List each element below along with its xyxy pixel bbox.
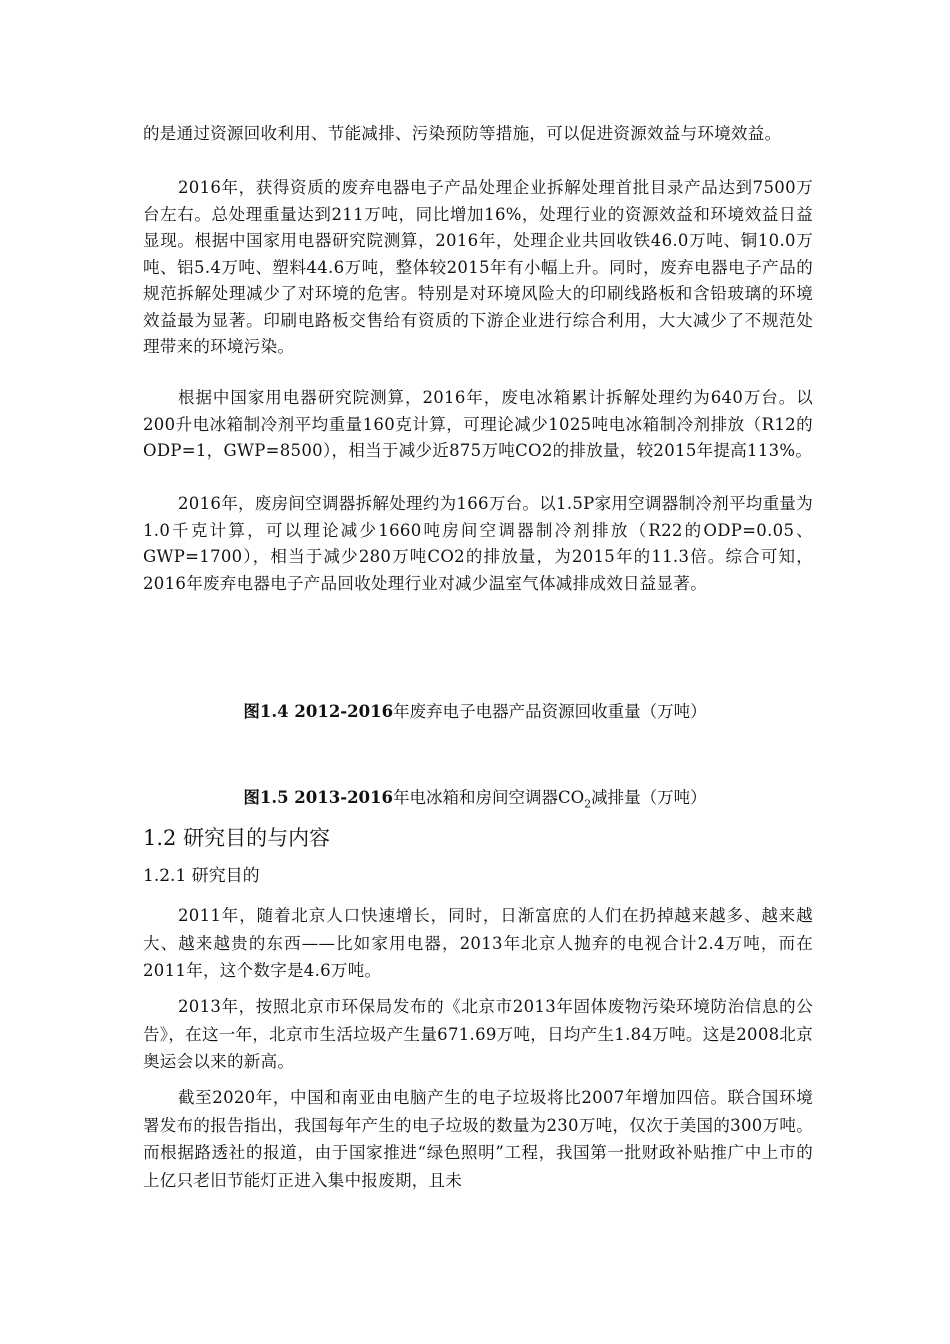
- subsection-heading: 1.2.1 研究目的: [143, 866, 260, 886]
- figure-caption-text: 减排量（万吨）: [591, 788, 707, 807]
- subscript: 2: [584, 797, 592, 811]
- figure-caption-1-4: [0, 700, 950, 724]
- paragraph: 的是通过资源回收利用、节能减排、污染预防等措施，可以促进资源效益与环境效益。: [143, 124, 782, 143]
- figure-caption-1-5: [0, 786, 950, 816]
- paragraph: 2016年，获得资质的废弃电器电子产品处理企业拆解处理首批目录产品达到7500万台左右。总处理重量达到211万吨，同比增加16%，处理行业的资源效益和环境效益日益显现。根据中国家用电器研究院测算，2016年，处理企业共回收铁46.0万吨、铜10.0万吨、铝5.4万吨、塑料44.6万吨，整体较2015年有小幅上升。同时，废弃电器电子产品的规范拆解处理减少了对环境的危害。特别是对环境风险大的印刷线路板和含铅玻璃的环境效益最为显著。印刷电路板交售给有资质的下游企业进行综合利用，大大减少了不规范处理带来的环境污染。: [143, 178, 813, 356]
- paragraph: 截至2020年，中国和南亚由电脑产生的电子垃圾将比2007年增加四倍。联合国环境署发布的报告指出，我国每年产生的电子垃圾的数量为230万吨，仅次于美国的300万吨。而根据路透社的报道，由于国家推进“绿色照明”工程，我国第一批财政补贴推广中上市的上亿只老旧节能灯正进入集中报废期，且未: [143, 1088, 813, 1190]
- paragraph: 2016年，废房间空调器拆解处理约为166万台。以1.5P家用空调器制冷剂平均重量为1.0千克计算，可以理论减少1660吨房间空调器制冷剂排放（R22的ODP=0.05、GWP=1700），相当于减少280万吨CO2的排放量，为2015年的11.3倍。综合可知，2016年废弃电器电子产品回收处理行业对减少温室气体减排成效日益显著。: [143, 494, 813, 593]
- figure-caption-text: 年废弃电子电器产品资源回收重量（万吨）: [393, 702, 707, 721]
- section-heading: 1.2 研究目的与内容: [143, 826, 331, 850]
- paragraph: 根据中国家用电器研究院测算，2016年，废电冰箱累计拆解处理约为640万台。以200升电冰箱制冷剂平均重量160克计算，可理论减少1025吨电冰箱制冷剂排放（R12的ODP=1，GWP=8500），相当于减少近875万吨CO2的排放量，较2015年提高113%。: [143, 388, 813, 460]
- figure-caption-text: 年电冰箱和房间空调器CO: [393, 788, 585, 807]
- paragraph: 2011年，随着北京人口快速增长，同时，日渐富庶的人们在扔掉越来越多、越来越大、越来越贵的东西——比如家用电器，2013年北京人抛弃的电视合计2.4万吨，而在2011年，这个数字是4.6万吨。: [143, 906, 813, 980]
- paragraph: 2013年，按照北京市环保局发布的《北京市2013年固体废物污染环境防治信息的公告》，在这一年，北京市生活垃圾产生量671.69万吨，日均产生1.84万吨。这是2008北京奥运会以来的新高。: [143, 997, 814, 1071]
- figure-label: 图1.5 2013-2016: [243, 788, 393, 807]
- figure-label: 图1.4 2012-2016: [243, 702, 394, 721]
